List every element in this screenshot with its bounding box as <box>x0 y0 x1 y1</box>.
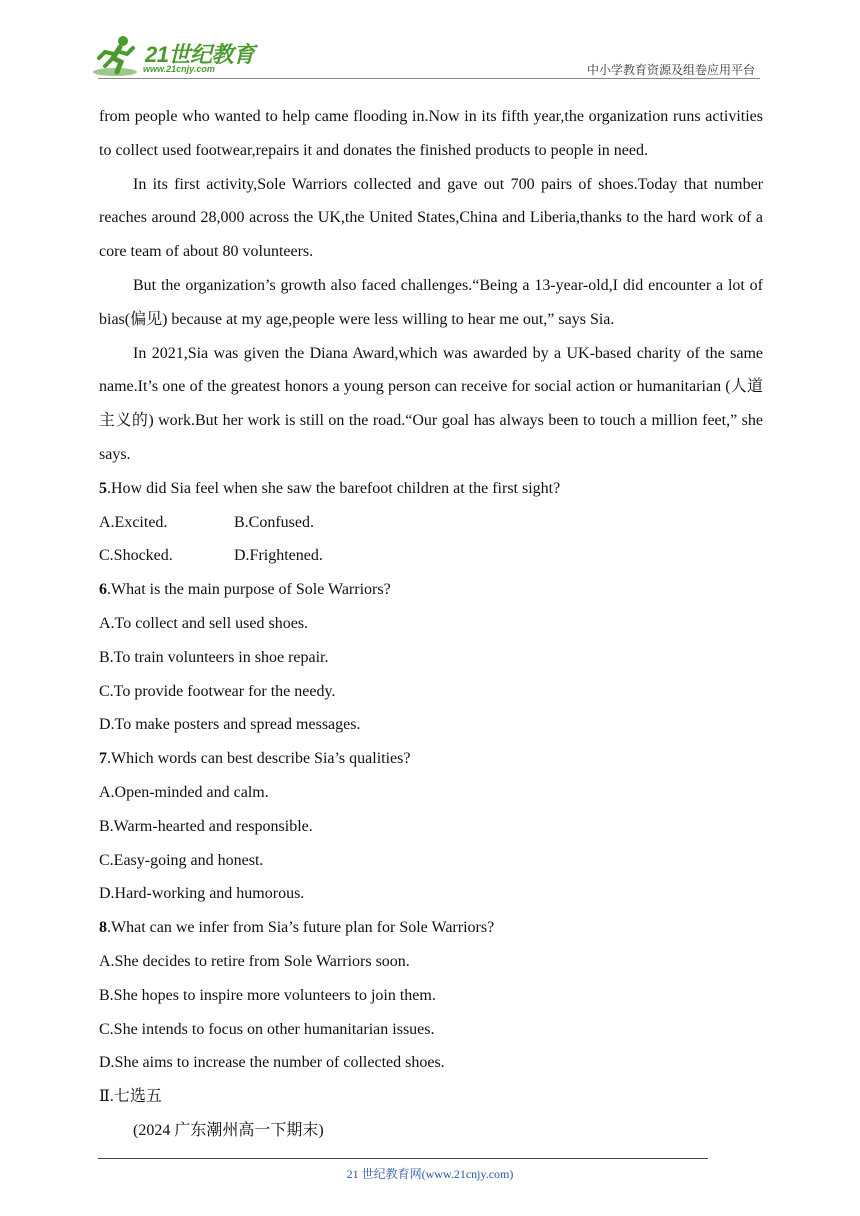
page-header <box>0 0 860 90</box>
section-source: (2024 广东潮州高一下期末) <box>133 1121 324 1139</box>
option-c: C.She intends to focus on other humanitarian issues. <box>99 1020 435 1038</box>
question-5-stem <box>99 472 763 506</box>
header-tagline: 中小学教育资源及组卷应用平台 <box>586 63 755 77</box>
passage-paragraph-3: But the organization’s growth also faced challenges.“Being a 13-year-old,I did encounter a lot of bias(偏见) because at my age,people were less willing to hear me out,” says Sia. <box>99 276 763 328</box>
question-5-options-row-2 <box>99 539 763 573</box>
option-d: D.She aims to increase the number of collected shoes. <box>99 1054 445 1072</box>
question-8-stem <box>99 911 763 945</box>
question-number: 5 <box>99 479 107 497</box>
passage-paragraph-1: from people who wanted to help came flooding in.Now in its fifth year,the organization runs activities to collect used footwear,repairs it and donates the finished products to people in need. <box>99 108 763 159</box>
option-b: B.She hopes to inspire more volunteers to join them. <box>99 986 436 1004</box>
header-divider <box>98 78 760 79</box>
question-number: 7 <box>99 750 107 768</box>
option-d: D.Frightened. <box>234 547 323 565</box>
option-c: C.Easy-going and honest. <box>99 851 264 869</box>
option-c: C.To provide footwear for the needy. <box>99 682 336 700</box>
question-text: .What is the main purpose of Sole Warriors? <box>107 581 391 599</box>
footer-divider <box>98 1158 708 1159</box>
question-number: 6 <box>99 581 107 599</box>
question-5-options-row-1 <box>99 506 763 540</box>
option-a: A.Open-minded and calm. <box>99 783 269 801</box>
question-number: 8 <box>99 919 107 937</box>
option-a: A.To collect and sell used shoes. <box>99 614 309 632</box>
option-b: B.Warm-hearted and responsible. <box>99 817 313 835</box>
option-b: B.Confused. <box>234 513 314 531</box>
question-text: .Which words can best describe Sia’s qualities? <box>107 750 411 768</box>
section-title: Ⅱ.七选五 <box>99 1088 162 1106</box>
document-body <box>99 100 763 1148</box>
logo-text: 21世纪教育 <box>145 42 255 67</box>
runner-icon <box>93 34 143 78</box>
logo-url: www.21cnjy.com <box>143 64 215 74</box>
option-b: B.To train volunteers in shoe repair. <box>99 648 329 666</box>
option-c: C.Shocked. <box>99 547 173 565</box>
option-a: A.Excited. <box>99 513 168 531</box>
option-d: D.Hard-working and humorous. <box>99 885 305 903</box>
passage-paragraph-2: In its first activity,Sole Warriors collected and gave out 700 pairs of shoes.Today that number reaches around 28,000 across the UK,the United States,China and Liberia,thanks to the hard work of a core team of about 80 volunteers. <box>99 175 763 261</box>
option-a: A.She decides to retire from Sole Warriors soon. <box>99 952 410 970</box>
site-logo <box>93 34 263 78</box>
question-text: .How did Sia feel when she saw the barefoot children at the first sight? <box>107 479 561 497</box>
passage-paragraph-4: In 2021,Sia was given the Diana Award,which was awarded by a UK-based charity of the same name.It’s one of the greatest honors a young person can receive for social action or humanitarian (人道主义的) work.But her work is still on the road.“Our goal has always been to touch a million feet,” she says. <box>99 344 763 463</box>
question-7-stem <box>99 742 763 776</box>
option-d: D.To make posters and spread messages. <box>99 716 361 734</box>
question-6-stem <box>99 573 763 607</box>
question-text: .What can we infer from Sia’s future plan for Sole Warriors? <box>107 919 495 937</box>
footer-link[interactable]: 21 世纪教育网(www.21cnjy.com) <box>346 1167 514 1181</box>
